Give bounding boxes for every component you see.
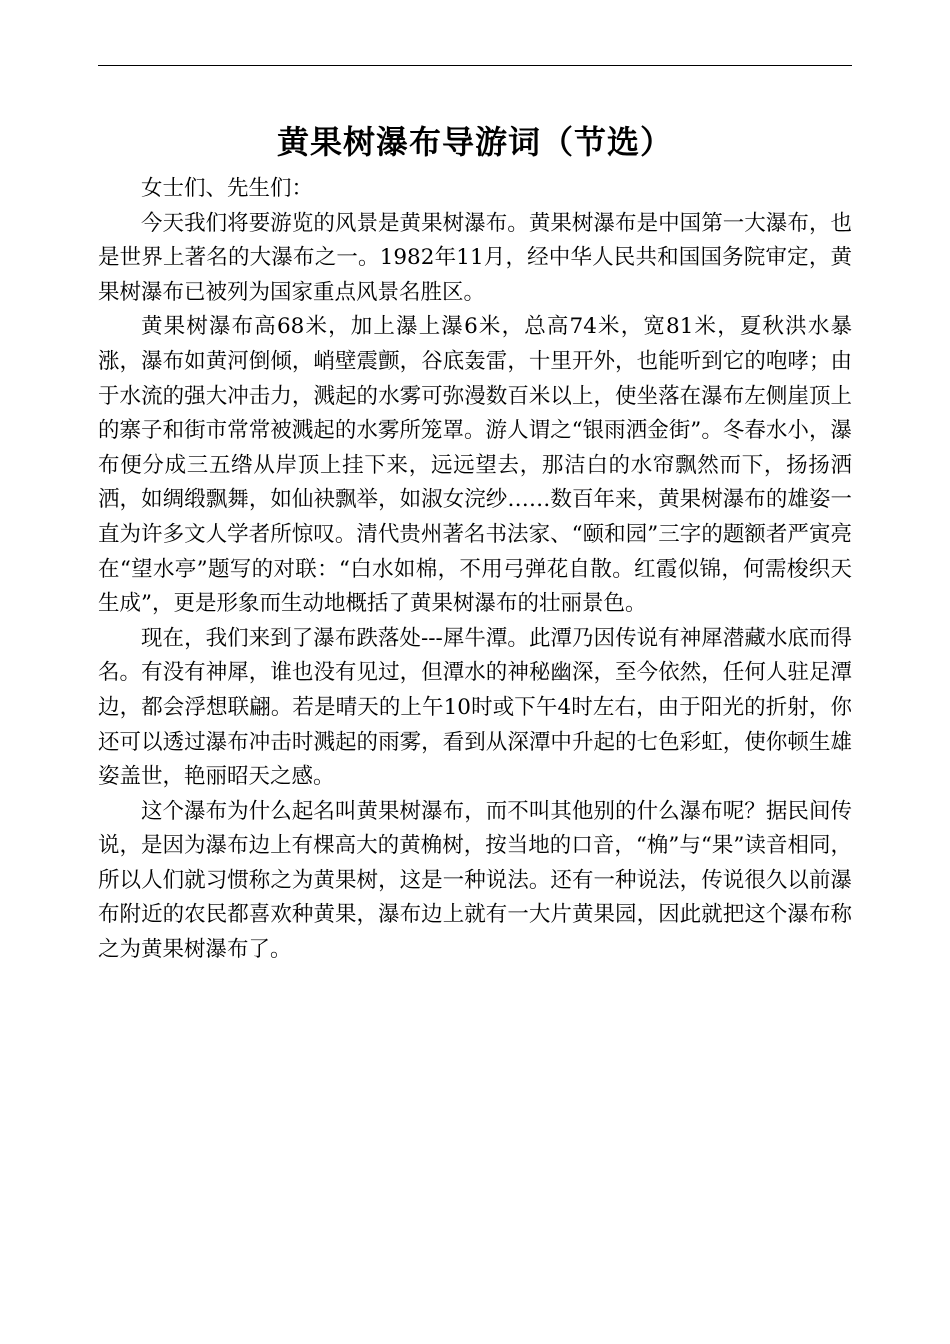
- rhino-pool-paragraph: 现在，我们来到了瀑布跌落处---犀牛潭。此潭乃因传说有神犀潜藏水底而得名。有没有神犀，谁也没有见过，但潭水的神秘幽深，至今依然，任何人驻足潭边，都会浮想联翩。若是晴天的上午10时或下午4时左右，由于阳光的折射，你还可以透过瀑布冲击时溅起的雨雾，看到从深潭中升起的七色彩虹，使你顿生雄姿盖世，艳丽昭天之感。: [98, 625, 852, 790]
- name-origin-paragraph: 这个瀑布为什么起名叫黄果树瀑布，而不叫其他别的什么瀑布呢？据民间传说，是因为瀑布边上有棵高大的黄桷树，按当地的口音，“桷”与“果”读音相同，所以人们就习惯称之为黄果树，这是一种说法。还有一种说法，传说很久以前瀑布附近的农民都喜欢种黄果，瀑布边上就有一大片黄果园，因此就把这个瀑布称之为黄果树瀑布了。: [98, 798, 852, 963]
- salutation-paragraph: 女士们、先生们：: [141, 176, 314, 201]
- header-rule: [98, 65, 852, 66]
- document-body: [98, 172, 852, 968]
- waterfall-description-paragraph: 黄果树瀑布高68米，加上瀑上瀑6米，总高74米，宽81米，夏秋洪水暴涨，瀑布如黄河倒倾，峭壁震颤，谷底轰雷，十里开外，也能听到它的咆哮；由于水流的强大冲击力，溅起的水雾可弥漫数百米以上，使坐落在瀑布左侧崖顶上的寨子和街市常常被溅起的水雾所笼罩。游人谓之“银雨洒金街”。冬春水小，瀑布便分成三五绺从岸顶上挂下来，远远望去，那洁白的水帘飘然而下，扬扬洒洒，如绸缎飘舞，如仙袂飘举，如淑女浣纱……数百年来，黄果树瀑布的雄姿一直为许多文人学者所惊叹。清代贵州著名书法家、“颐和园”三字的题额者严寅亮在“望水亭”题写的对联：“白水如棉，不用弓弹花自散。红霞似锦，何需梭织天生成”，更是形象而生动地概括了黄果树瀑布的壮丽景色。: [98, 314, 852, 617]
- document-title: 黄果树瀑布导游词（节选）: [276, 123, 673, 161]
- intro-paragraph: 今天我们将要游览的风景是黄果树瀑布。黄果树瀑布是中国第一大瀑布，也是世界上著名的大瀑布之一。1982年11月，经中华人民共和国国务院审定，黄果树瀑布已被列为国家重点风景名胜区。: [98, 210, 852, 305]
